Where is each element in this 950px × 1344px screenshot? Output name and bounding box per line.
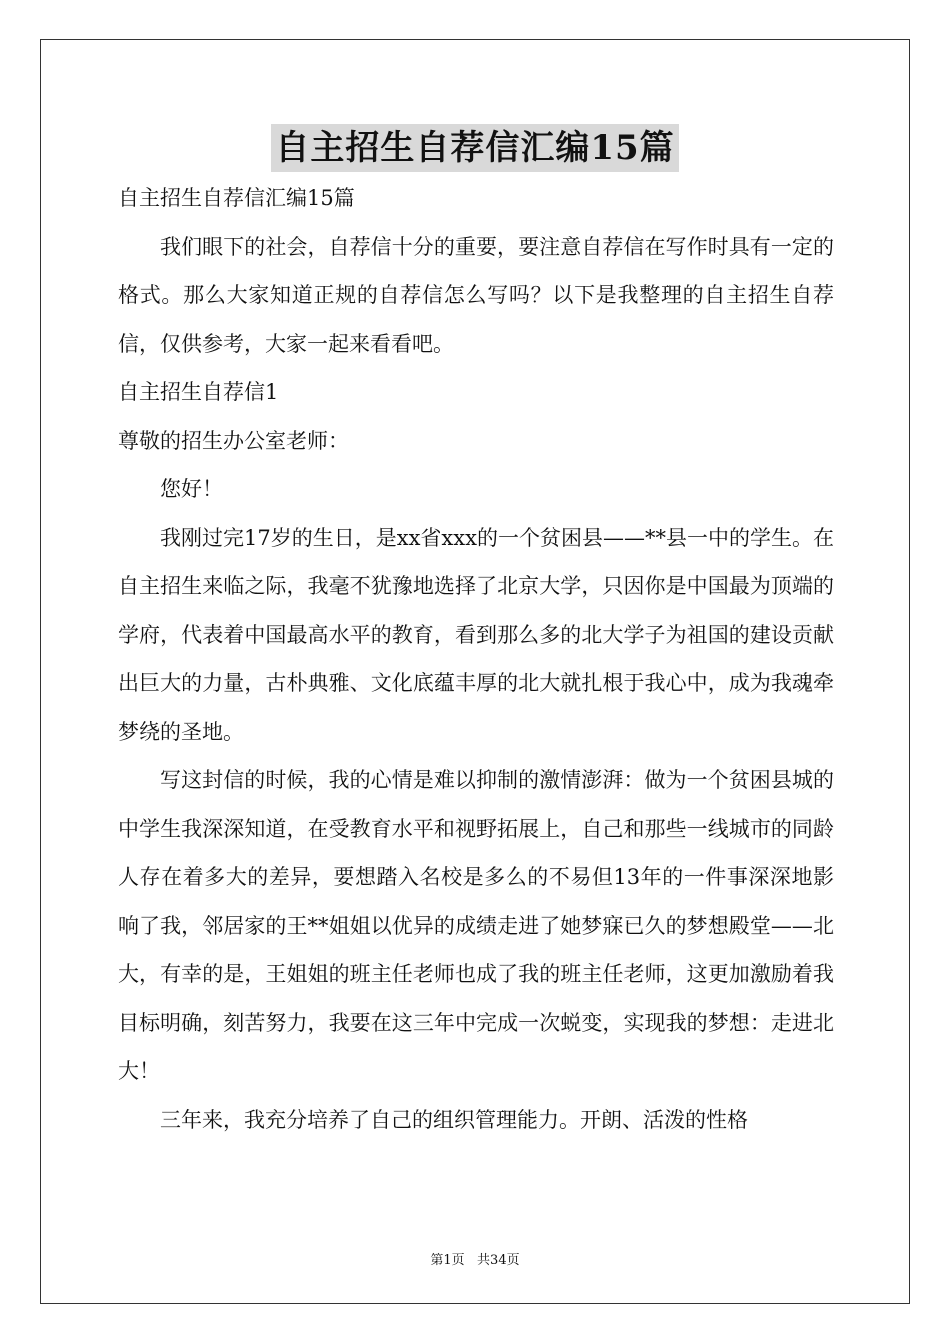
document-title-wrapper <box>0 124 950 172</box>
paragraph-salutation: 尊敬的招生办公室老师： <box>118 428 349 453</box>
page-number-footer: 第1页 共34页 <box>430 1253 520 1268</box>
paragraph-letter-heading: 自主招生自荐信1 <box>118 380 279 404</box>
paragraph-body: 三年来，我充分培养了自己的组织管理能力。开朗、活泼的性格 <box>160 1107 748 1132</box>
document-body <box>118 174 834 1144</box>
paragraph-body: 写这封信的时候，我的心情是难以抑制的激情澎湃：做为一个贫困县城的中学生我深深知道，在受教育水平和视野拓展上，自己和那些一线城市的同龄人存在着多大的差异，要想踏入名校是多么的不易但13年的一件事深深地影响了我，邻居家的王**姐姐以优异的成绩走进了她梦寐已久的梦想殿堂——北大，有幸的是，王姐姐的班主任老师也成了我的班主任老师，这更加激励着我目标明确，刻苦努力，我要在这三年中完成一次蜕变，实现我的梦想：走进北大！ <box>118 768 834 1083</box>
document-title: 自主招生自荐信汇编15篇 <box>271 124 678 172</box>
paragraph-subtitle: 自主招生自荐信汇编15篇 <box>118 186 355 210</box>
paragraph-body: 我刚过完17岁的生日，是xx省xxx的一个贫困县——**县一中的学生。在自主招生来临之际，我毫不犹豫地选择了北京大学，只因你是中国最为顶端的学府，代表着中国最高水平的教育，看到那么多的北大学子为祖国的建设贡献出巨大的力量，古朴典雅、文化底蕴丰厚的北大就扎根于我心中，成为我魂牵梦绕的圣地。 <box>118 525 834 744</box>
paragraph-greeting: 您好！ <box>160 477 223 501</box>
paragraph-intro: 我们眼下的社会，自荐信十分的重要，要注意自荐信在写作时具有一定的格式。那么大家知道正规的自荐信怎么写吗？以下是我整理的自主招生自荐信，仅供参考，大家一起来看看吧。 <box>118 234 834 356</box>
